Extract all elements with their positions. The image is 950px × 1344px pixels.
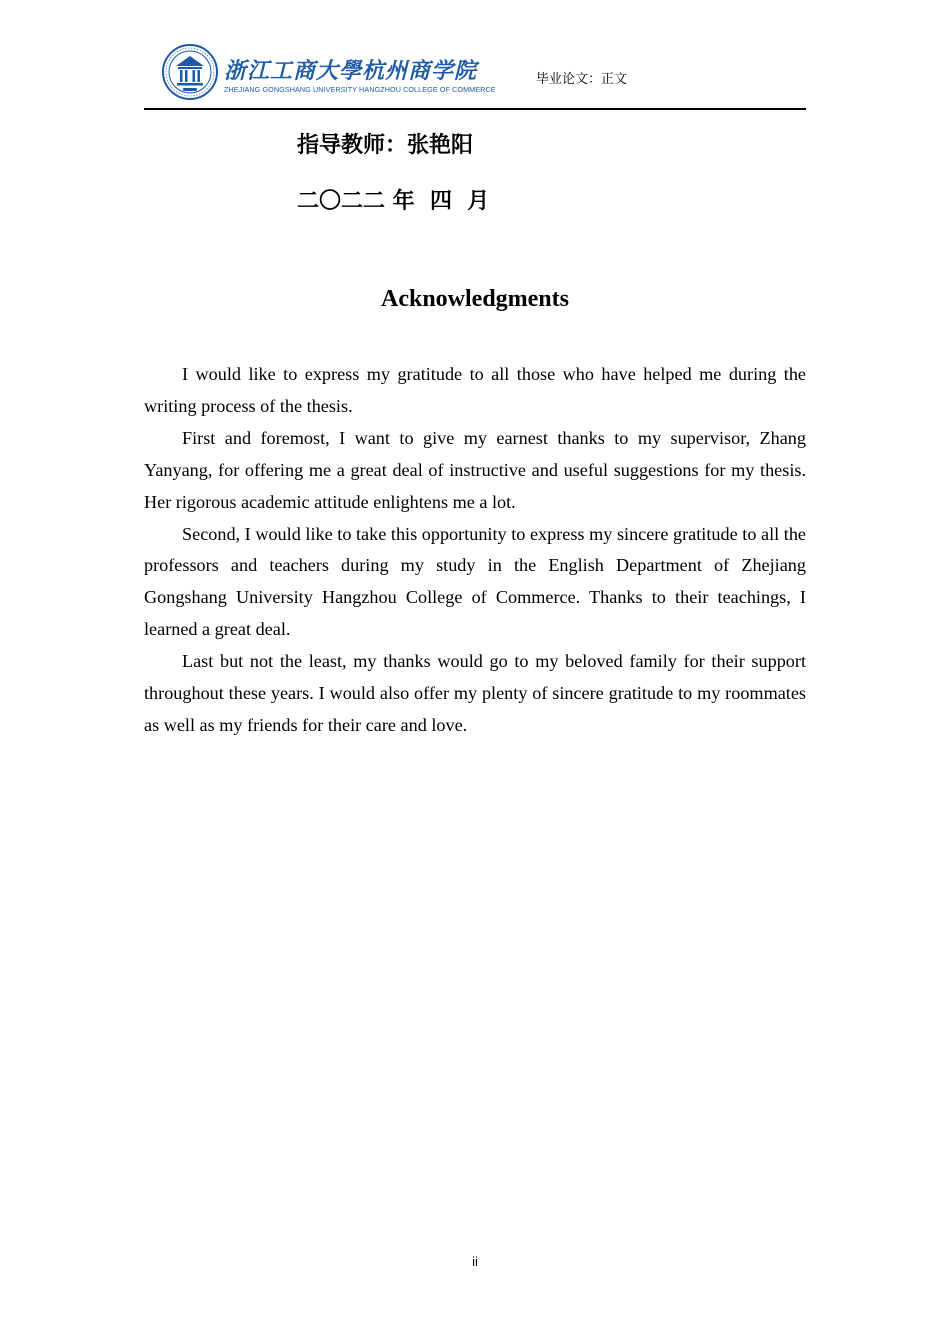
acknowledgments-body <box>144 359 806 742</box>
university-logo-english: ZHEJIANG GONGSHANG UNIVERSITY HANGZHOU COLLEGE OF COMMERCE <box>224 85 496 94</box>
paragraph: Last but not the least, my thanks would go to my beloved family for their support throughout these years. I would also offer my plenty of sincere gratitude to my roommates as well as my friends for their care and love. <box>144 651 806 735</box>
page-header <box>144 40 806 110</box>
paragraph: I would like to express my gratitude to all those who have helped me during the writing process of the thesis. <box>144 364 806 416</box>
university-logo-chinese: 浙江工商大學杭州商学院 <box>224 59 478 84</box>
document-type-label: 毕业论文：正文 <box>536 72 628 87</box>
supervisor-line: 指导教师：张艳阳 <box>297 133 474 158</box>
university-seal-icon <box>162 44 218 100</box>
paragraph: Second, I would like to take this opportunity to express my sincere gratitude to all the professors and teachers during my study in the English Department of Zhejiang Gongshang University Hangzhou College of Commerce. Thanks to their teachings, I learned a great deal. <box>144 523 806 640</box>
thesis-date: 二〇二二 年 四 月 <box>297 189 490 214</box>
section-title: Acknowledgments <box>380 286 569 312</box>
page-number: ii <box>472 1254 478 1269</box>
paragraph: First and foremost, I want to give my earnest thanks to my supervisor, Zhang Yanyang, for offering me a great deal of instructive and useful suggestions for my thesis. Her rigorous academic attitude enlightens me a lot. <box>144 427 806 512</box>
